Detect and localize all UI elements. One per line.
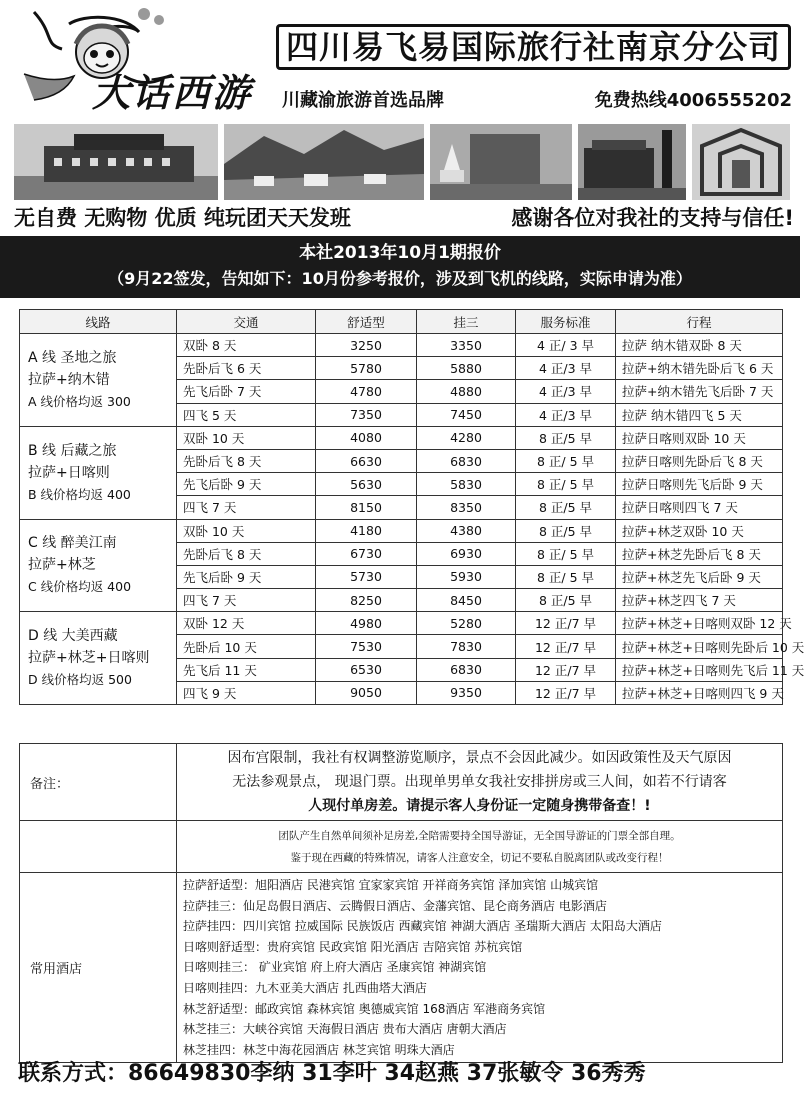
transport-cell: 四飞 5 天: [177, 403, 316, 426]
route-places: 拉萨+林芝: [28, 557, 96, 574]
comfort-price-cell: 6630: [316, 449, 417, 472]
hotline: 免费热线4006555202: [594, 90, 792, 111]
service-cell: 8 正/5 早: [516, 426, 616, 449]
palace-image-icon: [14, 124, 218, 200]
notes-line: 因布宫限制，我社有权调整游览顺序，景点不会因此减少。如因政策性及天气原因: [227, 750, 732, 766]
stupa-image-icon: [430, 124, 572, 200]
itinerary-cell: 拉萨+林芝先卧后飞 8 天: [616, 542, 783, 565]
photo-strip: [14, 124, 788, 200]
notes-line: 无法参观景点， 现退门票。出现单男单女我社安排拼房或三人间，如若不行请客: [232, 774, 727, 790]
feature-line: [14, 202, 794, 234]
door-image-icon: [692, 124, 790, 200]
transport-cell: 四飞 7 天: [177, 589, 316, 612]
route-name: B 线 后藏之旅: [28, 442, 117, 459]
comfort-price-cell: 5630: [316, 473, 417, 496]
service-cell: 8 正/5 早: [516, 519, 616, 542]
guasan-price-cell: 5280: [417, 612, 516, 635]
notes-small-label: [20, 821, 177, 873]
comfort-price-cell: 4980: [316, 612, 417, 635]
itinerary-cell: 拉萨+林芝四飞 7 天: [616, 589, 783, 612]
itinerary-cell: 拉萨日喀则先飞后卧 9 天: [616, 473, 783, 496]
transport-cell: 先飞后卧 9 天: [177, 565, 316, 588]
hotel-line: 拉萨挂三：仙足岛假日酒店、云腾假日酒店、金藩宾馆、昆仑商务酒店 电影酒店: [183, 898, 607, 913]
header-route: 线路: [20, 310, 177, 334]
contact-line: 联系方式：86649830李纳 31李叶 34赵燕 37张敏令 36秀秀: [18, 1061, 646, 1086]
route-price-note: A 线价格均返 300: [28, 393, 131, 409]
hotels-label: 常用酒店: [20, 873, 177, 1063]
guasan-price-cell: 8450: [417, 589, 516, 612]
guasan-price-cell: 6830: [417, 449, 516, 472]
comfort-price-cell: 7350: [316, 403, 417, 426]
comfort-price-cell: 4780: [316, 380, 417, 403]
hotel-line: 拉萨舒适型：旭阳酒店 民港宾馆 宜家家宾馆 开祥商务宾馆 泽加宾馆 山城宾馆: [183, 878, 599, 892]
comfort-price-cell: 7530: [316, 635, 417, 658]
route-cell: [20, 519, 177, 612]
itinerary-cell: 拉萨 纳木错四飞 5 天: [616, 403, 783, 426]
guasan-price-cell: 5930: [417, 565, 516, 588]
route-name: A 线 圣地之旅: [28, 349, 117, 366]
table-row: [20, 334, 783, 357]
guasan-price-cell: 4880: [417, 380, 516, 403]
comfort-price-cell: 5730: [316, 565, 417, 588]
route-places: 拉萨+林芝+日喀则: [28, 650, 150, 667]
comfort-price-cell: 4080: [316, 426, 417, 449]
service-cell: 12 正/7 早: [516, 635, 616, 658]
transport-cell: 先卧后飞 6 天: [177, 357, 316, 380]
header-itinerary: 行程: [616, 310, 783, 334]
guasan-price-cell: 5830: [417, 473, 516, 496]
comfort-price-cell: 3250: [316, 334, 417, 357]
brand-slogan: 川藏渝旅游首选品牌: [282, 90, 444, 111]
itinerary-cell: 拉萨+林芝双卧 10 天: [616, 519, 783, 542]
route-price-note: C 线价格均返 400: [28, 579, 132, 595]
transport-cell: 双卧 12 天: [177, 612, 316, 635]
itinerary-cell: 拉萨+林芝+日喀则先卧后 10 天: [616, 635, 783, 658]
company-name: 四川易飞易国际旅行社南京分公司: [276, 24, 791, 70]
notes-small-line: 团队产生自然单间须补足房差,全陪需要持全国导游证，无全国导游证的门票全部自理。: [278, 829, 681, 842]
notes-main: [177, 744, 783, 821]
itinerary-cell: 拉萨日喀则双卧 10 天: [616, 426, 783, 449]
transport-cell: 先飞后 11 天: [177, 658, 316, 681]
service-cell: 8 正/ 5 早: [516, 565, 616, 588]
guasan-price-cell: 4280: [417, 426, 516, 449]
itinerary-cell: 拉萨+林芝+日喀则四飞 9 天: [616, 681, 783, 704]
itinerary-cell: 拉萨+纳木错先飞后卧 7 天: [616, 380, 783, 403]
header-transport: 交通: [177, 310, 316, 334]
logo: [14, 4, 264, 116]
hotels-row: [20, 873, 783, 1063]
service-cell: 8 正/5 早: [516, 589, 616, 612]
service-cell: 12 正/7 早: [516, 612, 616, 635]
feature-left: 无自费 无购物 优质 纯玩团天天发班: [14, 206, 351, 230]
transport-cell: 先飞后卧 7 天: [177, 380, 316, 403]
notes-small: [177, 821, 783, 873]
hotel-line: 日喀则舒适型：贵府宾馆 民政宾馆 阳光酒店 吉陪宾馆 苏杭宾馆: [183, 939, 523, 954]
itinerary-cell: 拉萨 纳木错双卧 8 天: [616, 334, 783, 357]
comfort-price-cell: 9050: [316, 681, 417, 704]
service-cell: 12 正/7 早: [516, 681, 616, 704]
route-price-note: B 线价格均返 400: [28, 486, 131, 502]
itinerary-cell: 拉萨日喀则四飞 7 天: [616, 496, 783, 519]
transport-cell: 先卧后 10 天: [177, 635, 316, 658]
itinerary-cell: 拉萨+林芝+日喀则双卧 12 天: [616, 612, 783, 635]
guasan-price-cell: 7450: [417, 403, 516, 426]
itinerary-cell: 拉萨+林芝+日喀则先飞后 11 天: [616, 658, 783, 681]
guasan-price-cell: 6930: [417, 542, 516, 565]
transport-cell: 双卧 10 天: [177, 519, 316, 542]
comfort-price-cell: 6730: [316, 542, 417, 565]
hotel-line: 林芝挂四：林芝中海花园酒店 林芝宾馆 明珠大酒店: [183, 1042, 455, 1057]
hotel-line: 林芝舒适型：邮政宾馆 森林宾馆 奥德威宾馆 168酒店 军港商务宾馆: [183, 1001, 546, 1016]
comfort-price-cell: 8150: [316, 496, 417, 519]
guasan-price-cell: 8350: [417, 496, 516, 519]
stupa-photo: [430, 124, 572, 200]
banner-title: 本社2013年10月1期报价: [299, 243, 501, 263]
route-name: C 线 醉美江南: [28, 535, 117, 552]
notes-line: 人现付单房差。请提示客人身份证一定随身携带备查！!: [308, 798, 651, 814]
price-banner: [0, 236, 800, 298]
itinerary-cell: 拉萨日喀则先卧后飞 8 天: [616, 449, 783, 472]
table-row: [20, 612, 783, 635]
service-cell: 4 正/3 早: [516, 403, 616, 426]
price-table: [19, 309, 804, 705]
subline: [282, 86, 792, 114]
monastery-image-icon: [578, 124, 686, 200]
itinerary-cell: 拉萨+林芝先飞后卧 9 天: [616, 565, 783, 588]
route-name: D 线 大美西藏: [28, 628, 118, 645]
route-cell: [20, 426, 177, 519]
logo-text: 大话西游: [92, 70, 253, 115]
service-cell: 12 正/7 早: [516, 658, 616, 681]
table-header-row: [20, 310, 783, 334]
guasan-price-cell: 4380: [417, 519, 516, 542]
hotel-list: [177, 873, 783, 1063]
service-cell: 4 正/3 早: [516, 380, 616, 403]
comfort-price-cell: 4180: [316, 519, 417, 542]
potala-palace-photo: [14, 124, 218, 200]
notes-row: [20, 744, 783, 821]
comfort-price-cell: 5780: [316, 357, 417, 380]
transport-cell: 双卧 8 天: [177, 334, 316, 357]
header-service: 服务标准: [516, 310, 616, 334]
table-row: [20, 426, 783, 449]
transport-cell: 四飞 7 天: [177, 496, 316, 519]
notes-table: [19, 743, 783, 1063]
route-cell: [20, 334, 177, 427]
route-places: 拉萨+纳木错: [28, 371, 110, 388]
service-cell: 4 正/3 早: [516, 357, 616, 380]
service-cell: 4 正/ 3 早: [516, 334, 616, 357]
guasan-price-cell: 7830: [417, 635, 516, 658]
banner-subtitle: （9月22签发，告知如下：10月份参考报价，涉及到飞机的线路，实际申请为准）: [108, 269, 692, 288]
notes-label: 备注：: [20, 744, 177, 821]
transport-cell: 先飞后卧 9 天: [177, 473, 316, 496]
itinerary-cell: 拉萨+纳木错先卧后飞 6 天: [616, 357, 783, 380]
service-cell: 8 正/ 5 早: [516, 473, 616, 496]
monastery-photo: [578, 124, 686, 200]
header-comfort: 舒适型: [316, 310, 417, 334]
route-price-note: D 线价格均返 500: [28, 672, 132, 688]
mountain-village-photo: [224, 124, 424, 200]
transport-cell: 四飞 9 天: [177, 681, 316, 704]
table-row: [20, 519, 783, 542]
service-cell: 8 正/ 5 早: [516, 449, 616, 472]
comfort-price-cell: 6530: [316, 658, 417, 681]
feature-right: 感谢各位对我社的支持与信任!: [511, 206, 794, 230]
notes-small-row: [20, 821, 783, 873]
guasan-price-cell: 9350: [417, 681, 516, 704]
tibetan-door-photo: [692, 124, 790, 200]
guasan-price-cell: 6830: [417, 658, 516, 681]
header-guasan: 挂三: [417, 310, 516, 334]
notes-small-line: 鉴于现在西藏的特殊情况，请客人注意安全，切记不要私自脱离团队或改变行程！: [290, 851, 669, 864]
route-places: 拉萨+日喀则: [28, 464, 110, 481]
header: [0, 0, 800, 120]
hotel-line: 拉萨挂四：四川宾馆 拉威国际 民族饭店 西藏宾馆 神湖大酒店 圣瑞斯大酒店 太阳岛大酒店: [183, 919, 662, 934]
price-table-body: [20, 334, 804, 705]
service-cell: 8 正/5 早: [516, 496, 616, 519]
guasan-price-cell: 3350: [417, 334, 516, 357]
transport-cell: 先卧后飞 8 天: [177, 449, 316, 472]
hotel-line: 林芝挂三：大峡谷宾馆 天海假日酒店 贵布大酒店 唐朝大酒店: [183, 1022, 507, 1037]
service-cell: 8 正/ 5 早: [516, 542, 616, 565]
guasan-price-cell: 5880: [417, 357, 516, 380]
comfort-price-cell: 8250: [316, 589, 417, 612]
route-cell: [20, 612, 177, 705]
mountain-image-icon: [224, 124, 424, 200]
hotel-line: 日喀则挂三： 矿业宾馆 府上府大酒店 圣康宾馆 神湖宾馆: [183, 960, 487, 975]
transport-cell: 双卧 10 天: [177, 426, 316, 449]
hotel-line: 日喀则挂四：九木亚美大酒店 扎西曲塔大酒店: [183, 980, 427, 995]
transport-cell: 先卧后飞 8 天: [177, 542, 316, 565]
